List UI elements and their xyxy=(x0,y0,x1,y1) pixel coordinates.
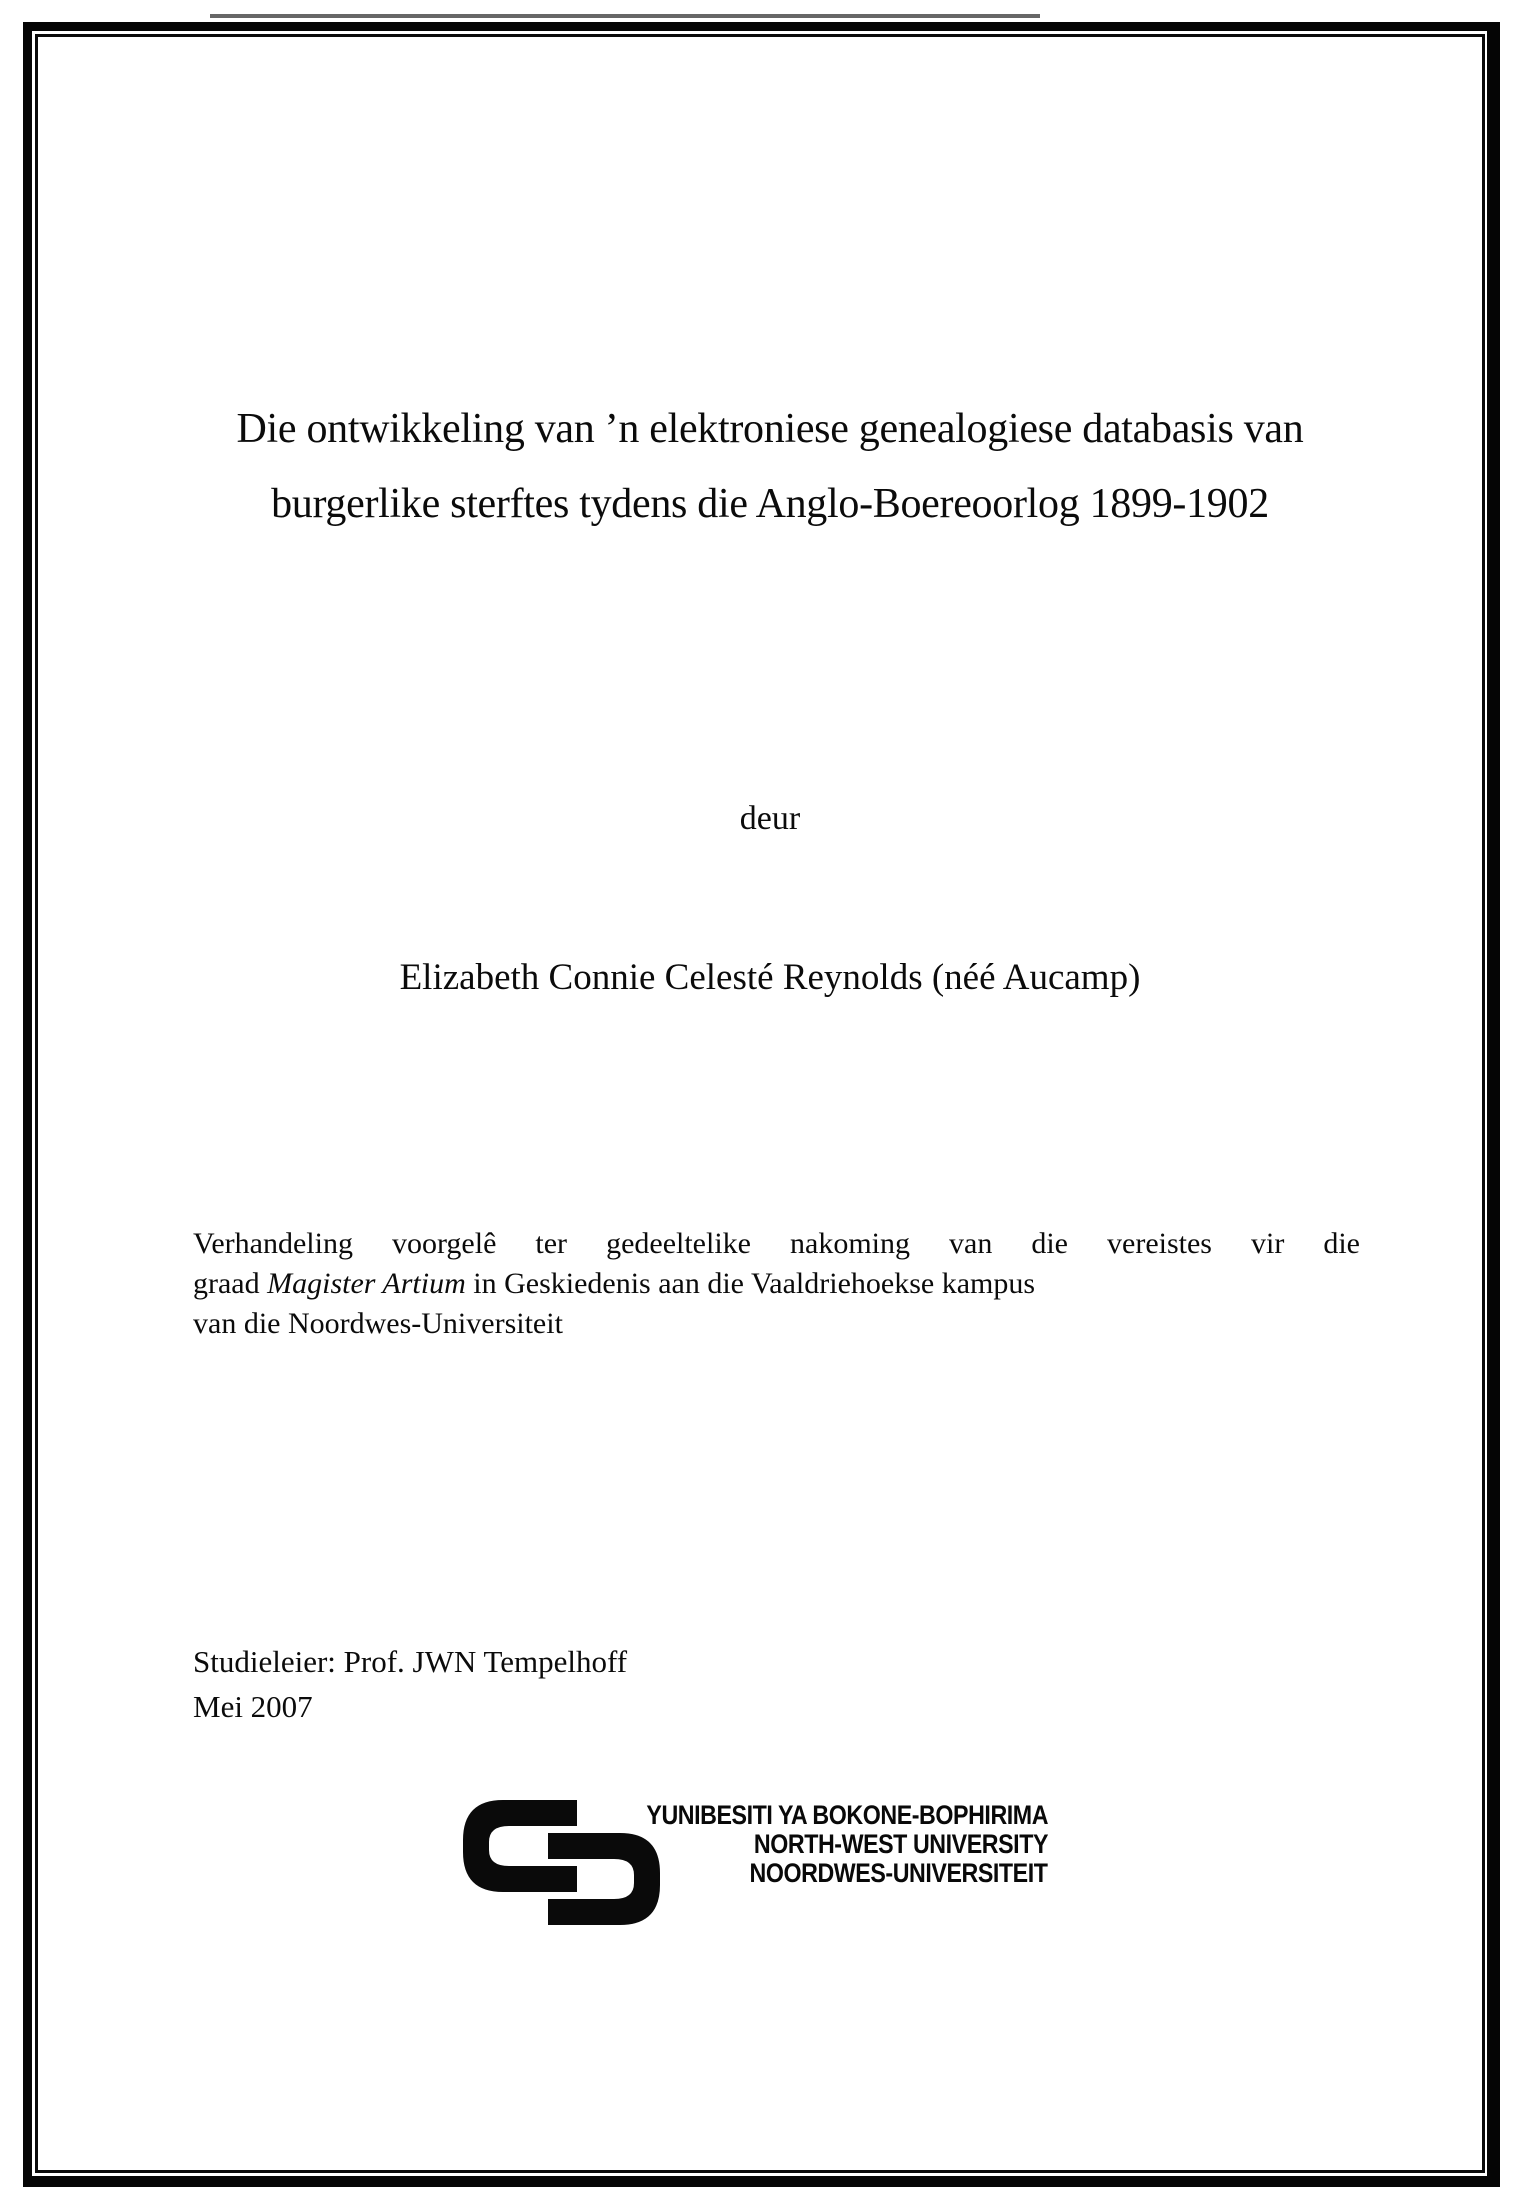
thesis-title xyxy=(0,392,1527,542)
submission-line2 xyxy=(193,1264,1360,1304)
nwu-logo-text-line1: YUNIBESITI YA BOKONE-BOPHIRIMA xyxy=(646,1800,1048,1830)
submission-line1: Verhandeling voorgelê ter gedeeltelike nakoming van die vereistes vir die xyxy=(193,1227,1360,1260)
submission-line3: van die Noordwes-Universiteit xyxy=(193,1307,563,1340)
nwu-logo-text-line2: NORTH-WEST UNIVERSITY xyxy=(753,1829,1048,1859)
thesis-title-line2: burgerlike sterftes tydens die Anglo-Boereoorlog 1899-1902 xyxy=(271,481,1269,527)
byline: deur xyxy=(739,800,801,837)
scan-artifact-line xyxy=(210,14,1040,18)
date-line: Mei 2007 xyxy=(193,1689,313,1724)
degree-name: Magister Artium xyxy=(267,1267,466,1300)
nwu-logo-text xyxy=(548,1801,1048,1888)
submission-statement xyxy=(193,1224,1360,1344)
supervisor-block xyxy=(193,1639,1093,1729)
thesis-title-line1: Die ontwikkeling van ’n elektroniese genealogiese databasis van xyxy=(236,406,1304,452)
nwu-logo-text-line3: NOORDWES-UNIVERSITEIT xyxy=(749,1858,1048,1888)
supervisor-line: Studieleier: Prof. JWN Tempelhoff xyxy=(193,1644,628,1679)
submission-line2-prefix: graad xyxy=(193,1267,268,1300)
author-name: Elizabeth Connie Celesté Reynolds (néé Aucamp) xyxy=(399,957,1141,998)
submission-line2-suffix: in Geskiedenis aan die Vaaldriehoekse kampus xyxy=(465,1267,1036,1300)
